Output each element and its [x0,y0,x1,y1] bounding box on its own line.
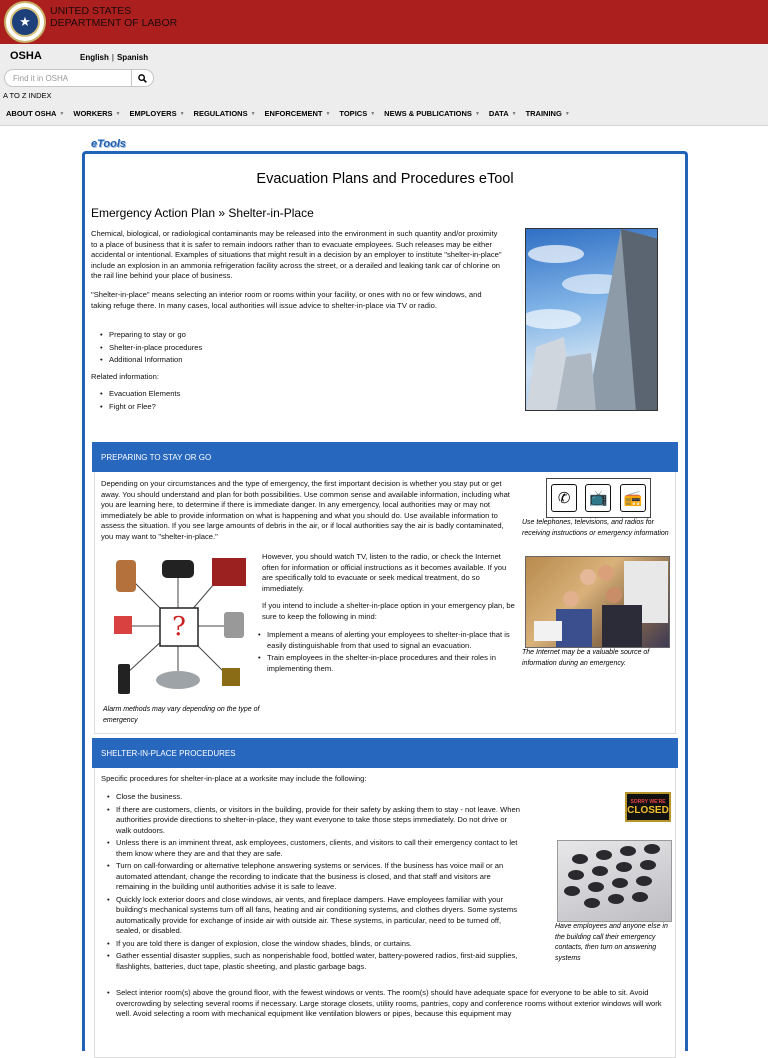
procedures-list [106,792,522,974]
osha-home-link[interactable]: OSHA [10,50,42,62]
telephone-keypad-photo [557,840,672,922]
related-label: Related information: [91,372,159,381]
caret-down-icon: ▼ [474,110,480,117]
caret-down-icon: ▼ [564,110,570,117]
section-header-procedures: SHELTER-IN-PLACE PROCEDURES [92,738,678,768]
alarm-methods-diagram [106,556,251,701]
dol-banner [0,0,768,44]
preparing-bullets [257,630,519,676]
caret-down-icon: ▼ [250,110,256,117]
toc-link-additional[interactable]: • Additional Information [99,355,399,366]
people-at-computer-photo [525,556,670,648]
question-mark-icon: ? [172,612,186,642]
procedure-interior-rooms: • Select interior room(s) above the ground floor, with the fewest windows or vents. The room(s) should have adequate space for everyone to be able to sit. Avoid overcrowding by selecting several rooms if necessary. Large storage closets, utility rooms, pantries, copy and conference rooms without exterior windows will work well. Avoid selecting a room with mechanical equipment like ventilation blowers or pipes, because this equipment may [106,988,678,1020]
page-title: Evacuation Plans and Procedures eTool [256,171,514,187]
radio-icon: 📻 [620,484,646,512]
procedures-intro: Specific procedures for shelter-in-place at a worksite may include the following: [101,774,367,783]
toc-link-preparing[interactable]: • Preparing to stay or go [99,330,399,341]
toc-list [99,330,399,368]
dol-seal-logo[interactable] [4,1,46,43]
caret-down-icon: ▼ [511,110,517,117]
lang-spanish-link[interactable]: Spanish [116,53,149,62]
a-to-z-index-link[interactable]: A TO Z INDEX [3,91,52,100]
caret-down-icon: ▼ [370,110,376,117]
search-icon [138,74,147,83]
procedure-emergency-contacts: • Unless there is an imminent threat, ask employees, customers, clients, and visitors to call their emergency contact to let them know where they are and that they are safe. [106,838,522,859]
media-caption: Use telephones, televisions, and radios for receiving instructions or emergency information [522,519,669,537]
television-icon: 📺 [585,484,611,512]
nav-data[interactable]: DATA ▼ [488,109,517,118]
search-input[interactable] [5,74,131,83]
procedure-call-forwarding: • Turn on call-forwarding or alternative telephone answering systems or services. If the business has voice mail or an automated attendant, change the recording to indicate that the business is closed, and that staff and visitors are remaining in the building until authorities advise it is safe to leave. [106,861,522,893]
procedure-window-shades: • If you are told there is danger of explosion, close the window shades, blinds, or curtains. [106,939,522,950]
nav-news-publications[interactable]: NEWS & PUBLICATIONS ▼ [384,109,480,118]
procedure-lock-doors: • Quickly lock exterior doors and close windows, air vents, and fireplace dampers. Have employees familiar with your building's mechanical systems turn off all fans, heating and air conditioning systems, and clothes dryers. Some systems automatically provide for exchange of inside air with outside air. These systems, in particular, need to be turned off, sealed, or disabled. [106,895,522,937]
etool-content-frame [82,151,688,1051]
preparing-paragraph-1: Depending on your circumstances and the type of emergency, the first important decision is whether you stay put or get away. You should understand and plan for both possibilities. Use common sense and available information, including what you are learning here, to determine if there is immediate danger. In any emergency, local authorities may or may not immediately be able to provide information on what is happening and what you should do. Use available information to assess the situation. If you see large amounts of debris in the air, or if local authorities say the air is badly contaminated, you may want to "shelter-in-place." [101,479,510,541]
breadcrumb-title: Emergency Action Plan » Shelter-in-Place [91,206,314,220]
related-list [99,389,399,414]
alarm-caption: Alarm methods may vary depending on the type of emergency [103,706,260,724]
nav-about-osha[interactable]: ABOUT OSHA ▼ [6,109,65,118]
nav-enforcement[interactable]: ENFORCEMENT ▼ [264,109,331,118]
procedure-close-business: • Close the business. [106,792,522,803]
preparing-paragraph-2: However, you should watch TV, listen to the radio, or check the Internet often for information or official instructions as it becomes available. If you are specifically told to evacuate or seek medical treatment, do so immediately. [262,552,507,593]
skyscraper-photo [525,228,658,411]
procedure-customers: • If there are customers, clients, or visitors in the building, provide for their safety by asking them to stay - not leave. When authorities provide directions to shelter-in-place, they want everyone to take those steps immediately. Do not drive or walk outdoors. [106,805,522,837]
nav-topics[interactable]: TOPICS ▼ [339,109,376,118]
section-header-preparing: PREPARING TO STAY OR GO [92,442,678,472]
agency-name[interactable]: UNITED STATES DEPARTMENT OF LABOR [50,5,178,29]
internet-caption: The Internet may be a valuable source of information during an emergency. [522,649,650,667]
caret-down-icon: ▼ [179,110,185,117]
search-box [4,69,154,87]
preparing-paragraph-3: If you intend to include a shelter-in-place option in your emergency plan, be sure to keep the following in mind: [262,601,515,621]
main-nav [6,109,570,118]
eagle-icon: ★ [10,7,40,37]
caret-down-icon: ▼ [325,110,331,117]
intro-paragraph-1: Chemical, biological, or radiological contaminants may be released into the environment in such quantity and/or proximity to a place of business that it is safer to remain indoors rather than to evacuate employees. Such releases may be either accidental or intentional. Examples of situations that might result in a decision by an employer to institute "shelter-in-place" include an explosion in an ammonia refrigeration facility across the street, or a derailed and leaking tank car of chlorine on the rail line behind your place of business. [91,229,502,280]
preparing-bullet-alerting: • Implement a means of alerting your employees to shelter-in-place that is easily distinguishable from that used to signal an evacuation. [257,630,519,651]
osha-header [0,44,768,126]
etools-logo[interactable]: eTools [91,138,127,150]
related-link-fight-or-flee[interactable]: • Fight or Flee? [99,402,399,413]
lang-english-link[interactable]: English [80,53,109,62]
search-button[interactable] [131,69,153,87]
intro-paragraph-2: "Shelter-in-place" means selecting an interior room or rooms within your facility, or ones with no or few windows, and taking refuge there. In many cases, local authorities will issue advice to shelter-in-place via TV or radio. [91,290,482,310]
procedure-supplies: • Gather essential disaster supplies, such as nonperishable food, bottled water, battery-powered radios, first-aid supplies, flashlights, batteries, duct tape, plastic sheeting, and plastic garbage bags. [106,951,522,972]
nav-workers[interactable]: WORKERS ▼ [73,109,121,118]
nav-employers[interactable]: EMPLOYERS ▼ [129,109,185,118]
related-link-evacuation-elements[interactable]: • Evacuation Elements [99,389,399,400]
caret-down-icon: ▼ [115,110,121,117]
procedures-list-continued [106,988,678,1022]
language-switcher: English | Spanish [80,53,149,62]
telephone-icon: ✆ [551,484,577,512]
media-icons-box [546,478,651,518]
toc-link-procedures[interactable]: • Shelter-in-place procedures [99,343,399,354]
caret-down-icon: ▼ [59,110,65,117]
nav-regulations[interactable]: REGULATIONS ▼ [193,109,256,118]
preparing-bullet-training: • Train employees in the shelter-in-place procedures and their roles in implementing them. [257,653,519,674]
nav-training[interactable]: TRAINING ▼ [525,109,570,118]
keypad-caption: Have employees and anyone else in the building call their emergency contacts, then turn on answering systems [555,923,668,962]
closed-sign-image: SORRY WE'RE CLOSED [625,792,671,822]
